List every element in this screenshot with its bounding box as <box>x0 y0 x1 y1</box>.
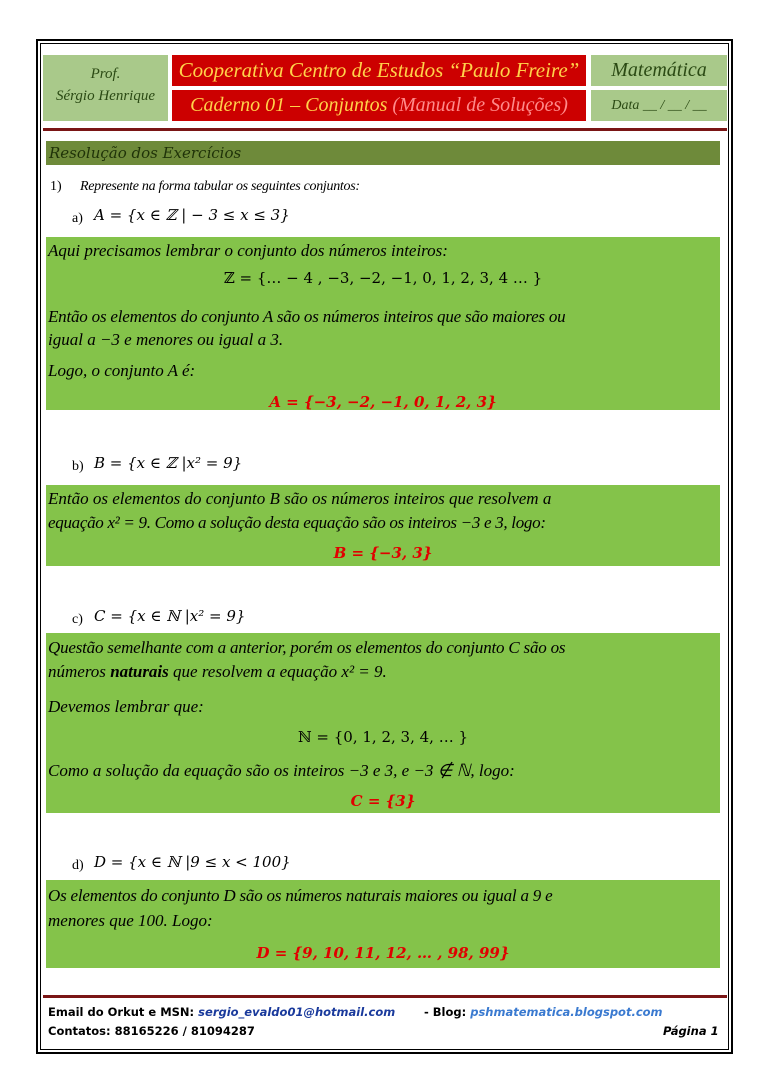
section-title: Resolução dos Exercícios <box>46 141 720 165</box>
footer-contacts: Contatos: 88165226 / 81094287 <box>48 1024 255 1038</box>
item-c-line3: Devemos lembrar que: <box>48 697 204 716</box>
item-c-label: c) <box>72 612 83 627</box>
integers-set: ℤ = {… − 4 , −3, −2, −1, 0, 1, 2, 3, 4 … } <box>223 269 543 287</box>
email-label: Email do Orkut e MSN: <box>48 1005 199 1019</box>
notebook-title <box>172 90 586 121</box>
item-d-line2: menores que 100. Logo: <box>48 911 213 930</box>
item-a-line4: Logo, o conjunto A é: <box>48 361 196 380</box>
school-name: Cooperativa Centro de Estudos “Paulo Freire” <box>172 55 586 86</box>
item-d-definition: D = {x ∈ ℕ |9 ≤ x < 100} <box>94 853 291 871</box>
item-b-definition: B = {x ∈ ℤ |x² = 9} <box>94 454 243 472</box>
item-b-line1: Então os elementos do conjunto B são os números inteiros que resolvem a <box>48 489 552 508</box>
item-a-answer: A = {−3, −2, −1, 0, 1, 2, 3} <box>269 393 497 411</box>
item-c-line2-bold: naturais <box>110 662 169 681</box>
item-d-label: d) <box>72 858 84 873</box>
item-c-line2-start: números <box>48 662 111 681</box>
footer-email-line <box>48 1005 395 1019</box>
item-b-line2: equação x² = 9. Como a solução desta equação são os inteiros −3 e 3, logo: <box>48 513 546 532</box>
item-a-line2: Então os elementos do conjunto A são os números inteiros que são maiores ou <box>48 307 566 326</box>
item-a-line3: igual a −3 e menores ou igual a 3. <box>48 330 284 349</box>
blog-label: - Blog: <box>424 1005 471 1019</box>
item-c-definition: C = {x ∈ ℕ |x² = 9} <box>94 607 246 625</box>
item-a-definition: A = {x ∈ ℤ | − 3 ≤ x ≤ 3} <box>94 206 290 224</box>
item-c-line4: Como a solução da equação são os inteiros −3 e 3, e −3 ∉ ℕ, logo: <box>48 761 515 780</box>
author-title: Prof. <box>90 66 121 82</box>
author-box <box>43 55 168 121</box>
subject-name: Matemática <box>591 55 727 86</box>
notebook-subtitle: (Manual de Soluções) <box>392 94 568 116</box>
header-divider <box>43 128 727 131</box>
page-number: Página 1 <box>663 1024 719 1038</box>
question-number: 1) <box>50 179 62 194</box>
item-a-line1: Aqui precisamos lembrar o conjunto dos números inteiros: <box>48 241 448 260</box>
item-a-label: a) <box>72 211 83 226</box>
naturals-set: ℕ = {0, 1, 2, 3, 4, … } <box>297 728 469 746</box>
footer-blog-line <box>424 1005 663 1019</box>
notebook-name: Caderno 01 – Conjuntos <box>190 94 388 116</box>
email-link[interactable]: sergio_evaldo01@hotmail.com <box>198 1005 396 1019</box>
item-c-line2-end: que resolvem a equação x² = 9. <box>168 662 387 681</box>
item-d-line1: Os elementos do conjunto D são os números naturais maiores ou igual a 9 e <box>48 886 553 905</box>
item-b-answer: B = {−3, 3} <box>333 544 433 562</box>
blog-link[interactable]: pshmatematica.blogspot.com <box>470 1005 663 1019</box>
item-b-label: b) <box>72 459 84 474</box>
item-d-answer: D = {9, 10, 11, 12, … , 98, 99} <box>256 944 510 962</box>
footer-divider <box>43 995 727 998</box>
item-c-answer: C = {3} <box>350 792 416 810</box>
item-c-line1: Questão semelhante com a anterior, porém os elementos do conjunto C são os <box>48 638 566 657</box>
author-name: Sérgio Henrique <box>55 88 155 104</box>
question-prompt: Represente na forma tabular os seguintes conjuntos: <box>80 179 360 194</box>
item-c-line2 <box>48 660 720 684</box>
date-field: Data __ / __ / __ <box>591 90 727 121</box>
